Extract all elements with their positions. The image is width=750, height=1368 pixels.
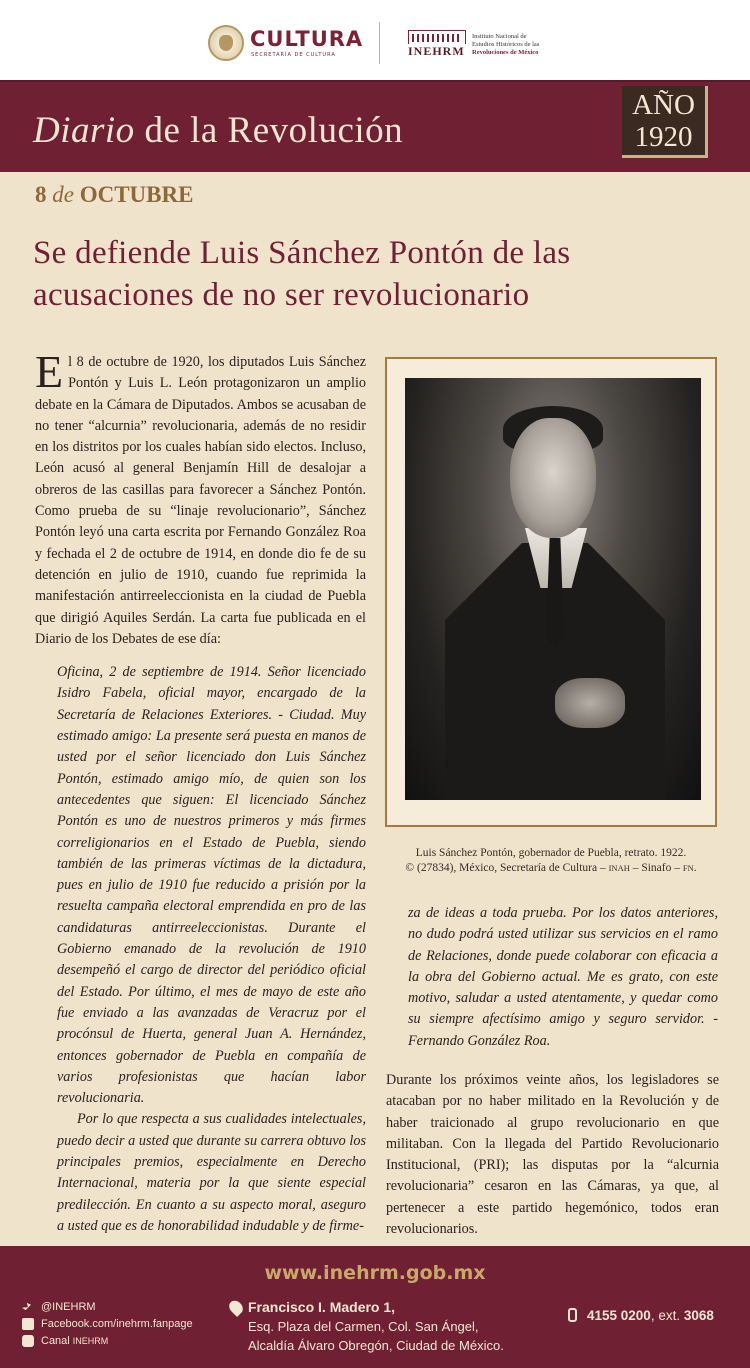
- cultura-subtitle: SECRETARÍA DE CULTURA: [251, 52, 336, 58]
- caption-line-1: Luis Sánchez Pontón, gobernador de Puebla, retrato. 1922.: [415, 847, 687, 859]
- address-line-3: Alcaldía Álvaro Obregón, Ciudad de México.: [248, 1338, 504, 1353]
- phone-icon: [568, 1308, 577, 1322]
- banner-title-rest: de la Revolución: [134, 110, 404, 151]
- caption-line-2: [385, 861, 717, 876]
- website-link[interactable]: www.inehrm.gob.mx: [264, 1262, 486, 1284]
- quoted-letter: [57, 662, 366, 1237]
- address-line-1: Francisco I. Madero 1,: [248, 1299, 396, 1315]
- photo-caption: [385, 846, 717, 876]
- caption-credit: © (27834), México, Secretaría de Cultura –: [405, 862, 609, 874]
- inehrm-logo[interactable]: INEHRM: [408, 44, 465, 58]
- top-logo-bar: [0, 0, 750, 80]
- youtube-icon: [22, 1335, 34, 1347]
- date-month: OCTUBRE: [79, 182, 194, 207]
- inehrm-building-icon: [408, 30, 466, 44]
- facebook-link[interactable]: [22, 1315, 193, 1332]
- inehrm-line-1: Instituto Nacional de: [472, 33, 527, 40]
- facebook-icon: [22, 1318, 34, 1330]
- article-left-column: [35, 346, 366, 1237]
- footer: [0, 1246, 750, 1368]
- inehrm-line-2: Estudios Históricos de las: [472, 41, 540, 48]
- phone-ext: 3068: [683, 1308, 714, 1323]
- letter-paragraph-2: Por lo que respecta a sus cualidades intelectuales, puedo decir a usted que durante su carrera obtuvo los principales premios, especialmente en Derecho Internacional, materia por la que siente especial predilección. En cuanto a su aspecto moral, aseguro a usted que es de honorabilidad indudable y de firme-: [57, 1111, 366, 1234]
- caption-mid: – Sinafo –: [629, 862, 683, 874]
- logo-divider: [379, 22, 380, 64]
- twitter-handle: @INEHRM: [41, 1300, 96, 1313]
- address-line-2: Esq. Plaza del Carmen, Col. San Ángel,: [248, 1319, 479, 1334]
- portrait-photo: [405, 378, 701, 800]
- youtube-prefix: Canal: [41, 1334, 73, 1347]
- youtube-name: INEHRM: [72, 1335, 109, 1346]
- banner-title: [33, 109, 403, 152]
- article-headline: Se defiende Luis Sánchez Pontón de las acusaciones de no ser revolucionario: [33, 235, 571, 313]
- intro-text: l 8 de octubre de 1920, los diputados Luis Sánchez Pontón y Luis L. León protagonizaron un amplio debate en la Cámara de Diputados. Ambos se acusaban de no tener “alcurnia” revolucionaria, además de no residir en los distritos por los cuales habían sido electos. Incluso, León acusó al general Benjamín Hill de desalojar a obreros de las casillas para favorecer a Sánchez Pontón. Como prueba de su “linaje revolucionario”, Sánchez Pontón leyó una carta escrita por Fernando González Roa y fechada el 2 de octubre de 1914, en donde dio fe de su detención en julio de 1910, cuando fue reprimida la manifestación antirreeleccionista en la ciudad de Puebla que dirigió Aquiles Serdán. La carta fue publicada en el Diario de los Debates de ese día:: [35, 354, 366, 647]
- banner-title-italic: Diario: [33, 110, 135, 151]
- caption-inah: INAH: [608, 863, 630, 873]
- portrait-head: [510, 418, 596, 538]
- letter-paragraph-1: Oficina, 2 de septiembre de 1914. Señor licenciado Isidro Fabela, oficial mayor, encargado de la Secretaría de Relaciones Exteriores. - Ciudad. Muy estimado amigo: La presente será puesta en manos de usted por el señor licenciado don Luis Sánchez Pontón, estimado amigo mío, de quien son los antecedentes que siguen: El licenciado Sánchez Pontón es uno de nuestros primeros y más firmes correligionarios en el Estado de Puebla, siendo también de las primeras víctimas de la dictadura, pues en julio de 1910 fue reducido a prisión por la resuelta campaña electoral emprendida en pro de las candidaturas antirreeleccionistas. Durante el Gobierno emanado de la revolución de 1910 desempeñó el cargo de director del periódico oficial del Estado. Por último, el mes de mayo de este año fue enviado a las avanzadas de Veracruz por el procónsul de Huerta, general Juan A. Hernández, entonces gobernador de Puebla en compañía de varios profesionistas que hacían labor revolucionaria.: [57, 664, 366, 1107]
- year-value: 1920: [634, 121, 693, 153]
- phone-number: 4155 0200: [587, 1308, 651, 1323]
- year-box: [622, 86, 708, 158]
- location-pin-icon: [226, 1298, 245, 1317]
- date-day: 8: [35, 182, 47, 207]
- facebook-url: Facebook.com/inehrm.fanpage: [41, 1317, 193, 1330]
- article-intro: [35, 346, 366, 650]
- caption-fn: FN: [682, 863, 694, 873]
- letter-continuation: za de ideas a toda prueba. Por los datos anteriores, no dudo podrá usted utilizar sus servicios en el ramo de Relaciones, donde puede colaborar con eficacia a la obra del Gobierno actual. Me es grato, con este motivo, saludar a usted atentamente, y quedar como su siempre afectísimo amigo y seguro servidor. - Fernando González Roa.: [408, 905, 718, 1049]
- portrait-frame: [385, 357, 717, 827]
- inehrm-line-3: Revoluciones de México: [472, 49, 539, 56]
- social-links: [22, 1298, 193, 1349]
- date-de: de: [52, 182, 74, 207]
- twitter-link[interactable]: [22, 1298, 193, 1315]
- article-date: [35, 182, 193, 208]
- inehrm-institute-name: [472, 33, 552, 57]
- year-label: AÑO: [632, 89, 695, 121]
- article-closing: Durante los próximos veinte años, los legisladores se atacaban por no haber militado en la Revolución y de haber traicionado al grupo revolucionario en que militaban. Con la llegada del Partido Revolucionario Institucional, (PRI); las disputas por la “alcurnia revolucionaria” cesaron en las Cámaras, ya que, al pertenecer a este partido hegemónico, todos eran revolucionarios.: [386, 1072, 719, 1238]
- youtube-link[interactable]: [22, 1332, 193, 1349]
- mexico-seal-icon: [208, 25, 244, 61]
- address: [248, 1298, 504, 1355]
- phone-ext-label: , ext.: [650, 1308, 684, 1323]
- portrait-hand: [555, 678, 625, 728]
- twitter-icon: [22, 1301, 34, 1313]
- cultura-logo[interactable]: CULTURA: [250, 27, 364, 51]
- diario-banner: [0, 80, 750, 172]
- drop-cap: E: [35, 346, 64, 397]
- caption-end: .: [693, 862, 697, 874]
- phone[interactable]: [568, 1308, 714, 1323]
